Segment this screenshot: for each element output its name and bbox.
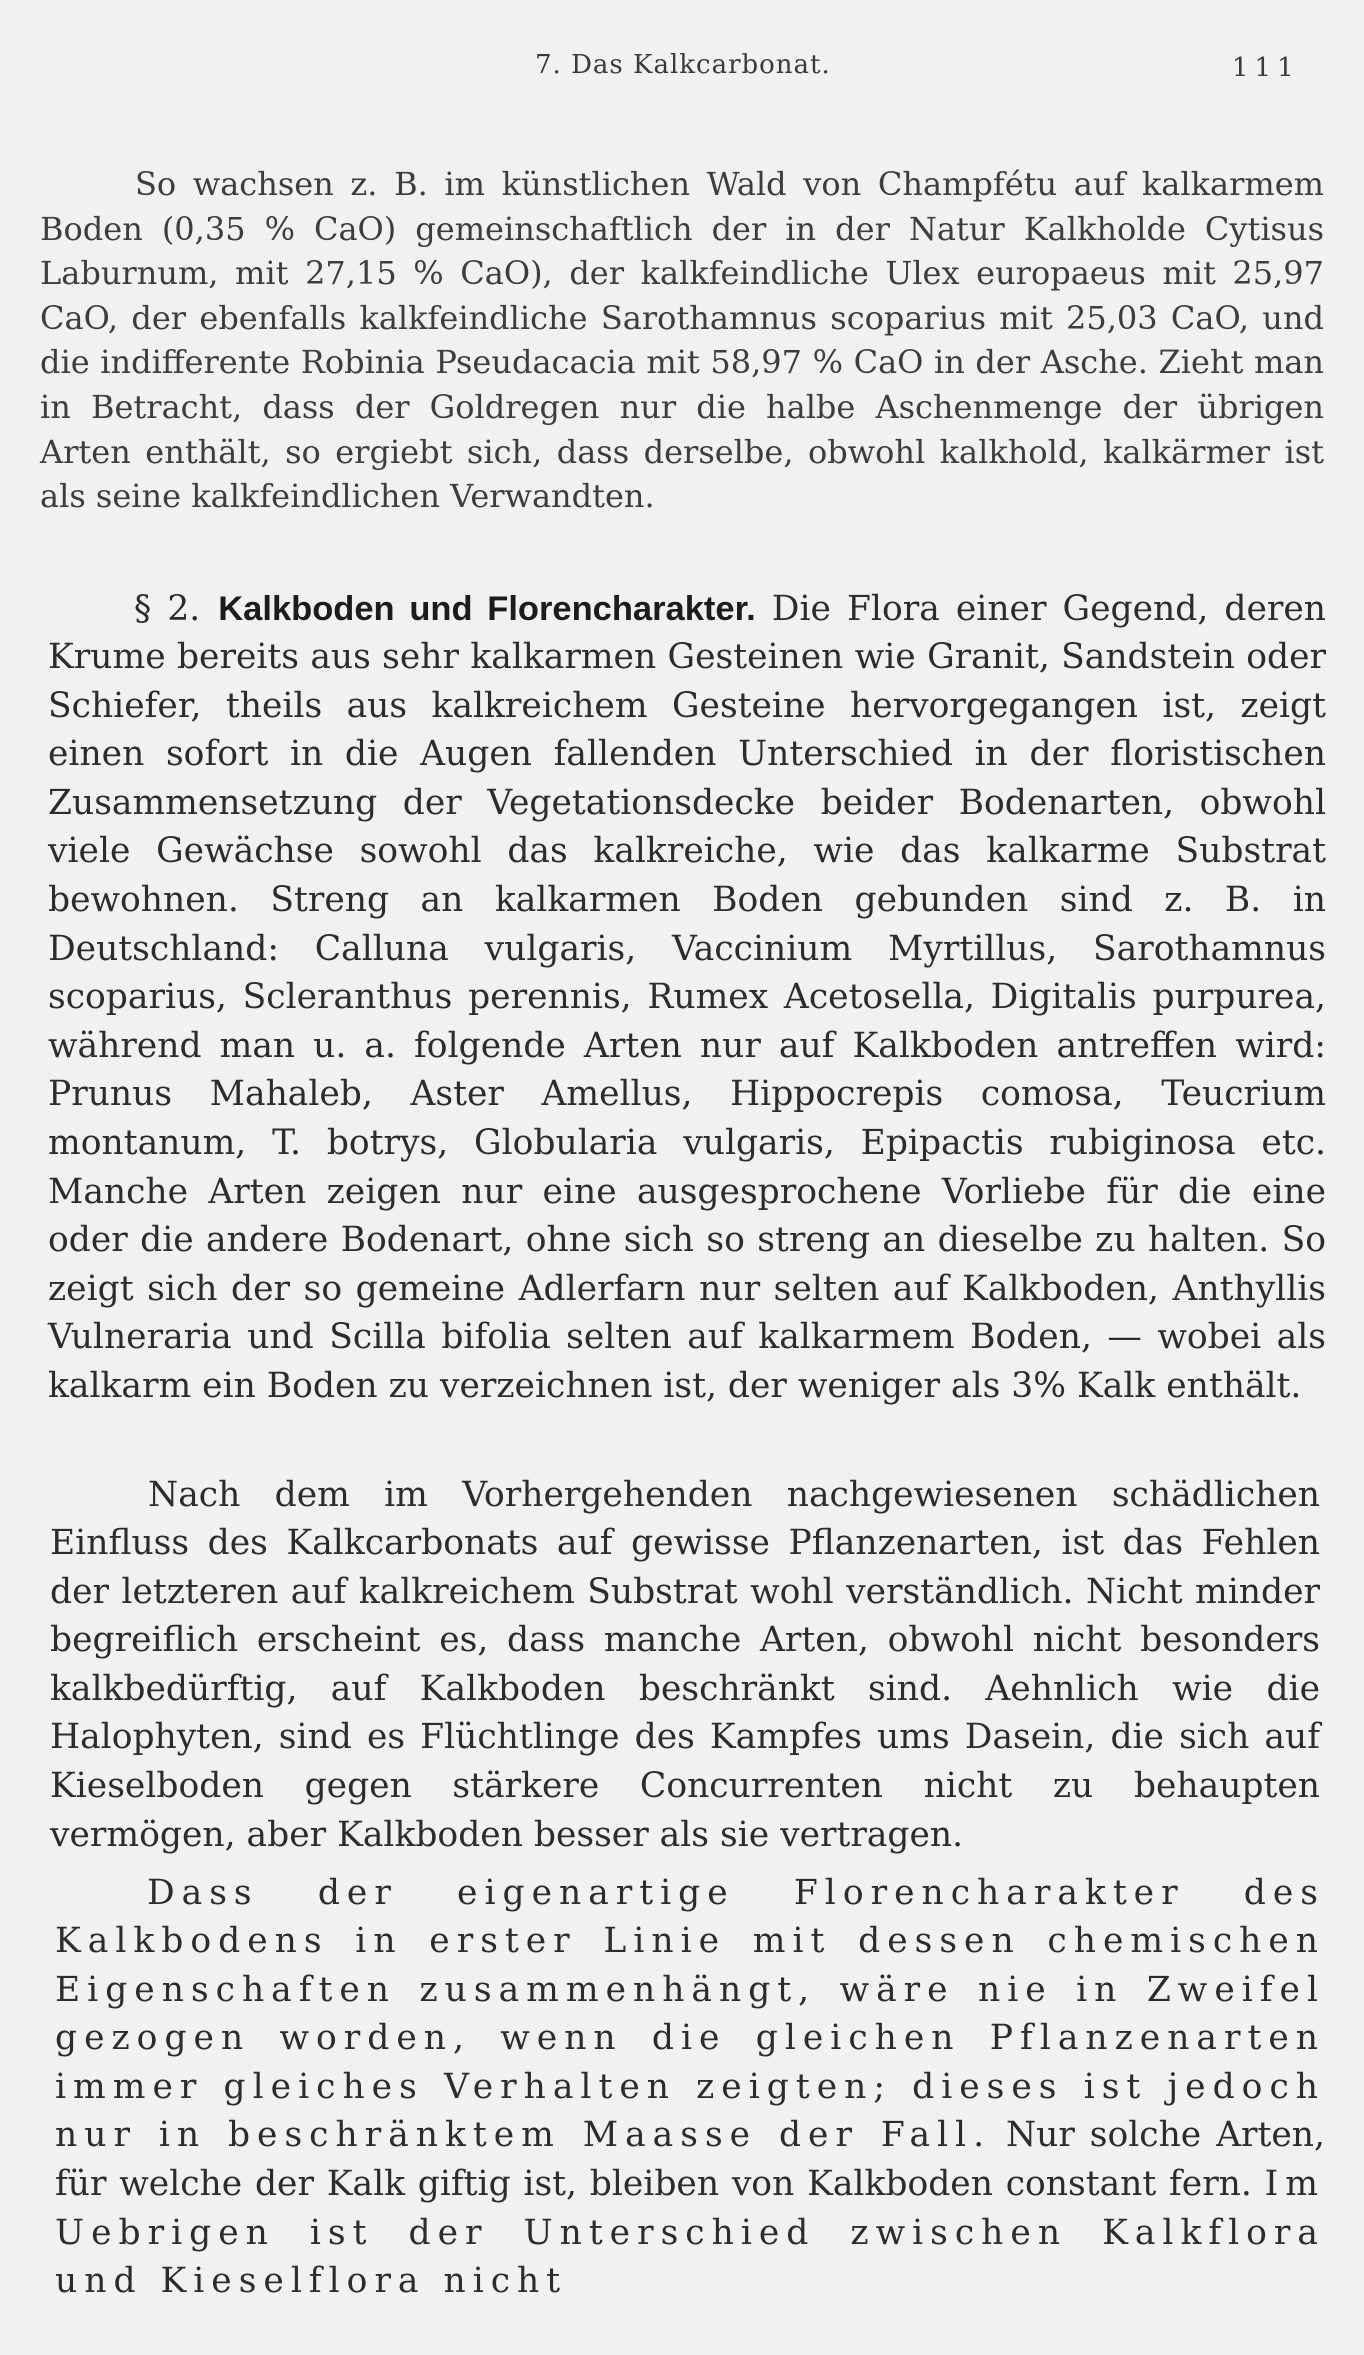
paragraph-4-normal: Nur solche Arten, für welche der Kalk giftig ist, bleiben von Kalkboden constant fern. bbox=[55, 2115, 1325, 2205]
paragraph-4-spaced-a: Dass der eigenartige Florencharakter des Kalkbodens in erster Linie mit dessen chemischen Eigenschaften zusammenhängt, wäre nie in Zweifel gezogen worden, wenn die gleichen Pflanzenarten immer gleiches Verhalten zeigten; dieses ist jedoch nur in beschränktem Maasse der Fall. bbox=[55, 1872, 1325, 2156]
paragraph-1-text: So wachsen z. B. im künstlichen Wald von Champfétu auf kalkarmem Boden (0,35 % CaO) gemeinschaftlich der in der Natur Kalkholde Cytisus Laburnum, mit 27,15 % CaO), der kalkfeindliche Ulex europaeus mit 25,97 CaO, der ebenfalls kalkfeindliche Sarothamnus scoparius mit 25,03 CaO, und die indifferente Robinia Pseudacacia mit 58,97 % CaO in der Asche. Zieht man in Betracht, dass der Goldregen nur die halbe Aschenmenge der übrigen Arten enthält, so ergiebt sich, dass derselbe, obwohl kalkhold, kalkärmer ist als seine kalkfeindlichen Verwandten. bbox=[40, 165, 1324, 516]
page-number: 111 bbox=[1232, 53, 1300, 83]
section-2-paragraph bbox=[48, 585, 1326, 1411]
paragraph-4 bbox=[55, 1869, 1325, 2306]
section-number: § 2. bbox=[134, 588, 201, 629]
running-title: 7. Das Kalkcarbonat. bbox=[535, 50, 831, 80]
running-header bbox=[0, 50, 1364, 90]
paragraph-3 bbox=[50, 1471, 1320, 1860]
paragraph-4-spaced-b: Im Uebrigen ist der Unterschied zwischen Kalkflora und Kieselflora nicht bbox=[55, 2164, 1325, 2302]
paragraph-3-text: Nach dem im Vorhergehenden nachgewiesenen schädlichen Einfluss des Kalkcarbonats auf gewisse Pflanzenarten, ist das Fehlen der letzteren auf kalkreichem Substrat wohl verständlich. Nicht minder begreiflich erscheint es, dass manche Arten, obwohl nicht besonders kalkbedürftig, auf Kalkboden beschränkt sind. Aehnlich wie die Halophyten, sind es Flüchtlinge des Kampfes ums Dasein, die sich auf Kieselboden gegen stärkere Concurrenten nicht zu behaupten vermögen, aber Kalkboden besser als sie vertragen. bbox=[50, 1474, 1320, 1855]
section-2-text: Die Flora einer Gegend, deren Krume bereits aus sehr kalkarmen Gesteinen wie Granit, Sandstein oder Schiefer, theils aus kalkreichem Gesteine hervorgegangen ist, zeigt einen sofort in die Augen fallenden Unterschied in der floristischen Zusammensetzung der Vegetationsdecke beider Bodenarten, obwohl viele Gewächse sowohl das kalkreiche, wie das kalkarme Substrat bewohnen. Streng an kalkarmen Boden gebunden sind z. B. in Deutschland: Calluna vulgaris, Vaccinium Myrtillus, Sarothamnus scoparius, Scleranthus perennis, Rumex Acetosella, Digitalis purpurea, während man u. a. folgende Arten nur auf Kalkboden antreffen wird: Prunus Mahaleb, Aster Amellus, Hippocrepis comosa, Teucrium montanum, T. botrys, Globularia vulgaris, Epipactis rubiginosa etc. Manche Arten zeigen nur eine ausgesprochene Vorliebe für die eine oder die andere Bodenart, ohne sich so streng an dieselbe zu halten. So zeigt sich der so gemeine Adlerfarn nur selten auf Kalkboden, Anthyllis Vulneraria und Scilla bifolia selten auf kalkarmem Boden, — wobei als kalkarm ein Boden zu verzeichnen ist, der weniger als 3% Kalk enthält. bbox=[48, 588, 1327, 1406]
paragraph-1 bbox=[40, 162, 1324, 519]
section-title: Kalkboden und Florencharakter. bbox=[218, 589, 756, 628]
